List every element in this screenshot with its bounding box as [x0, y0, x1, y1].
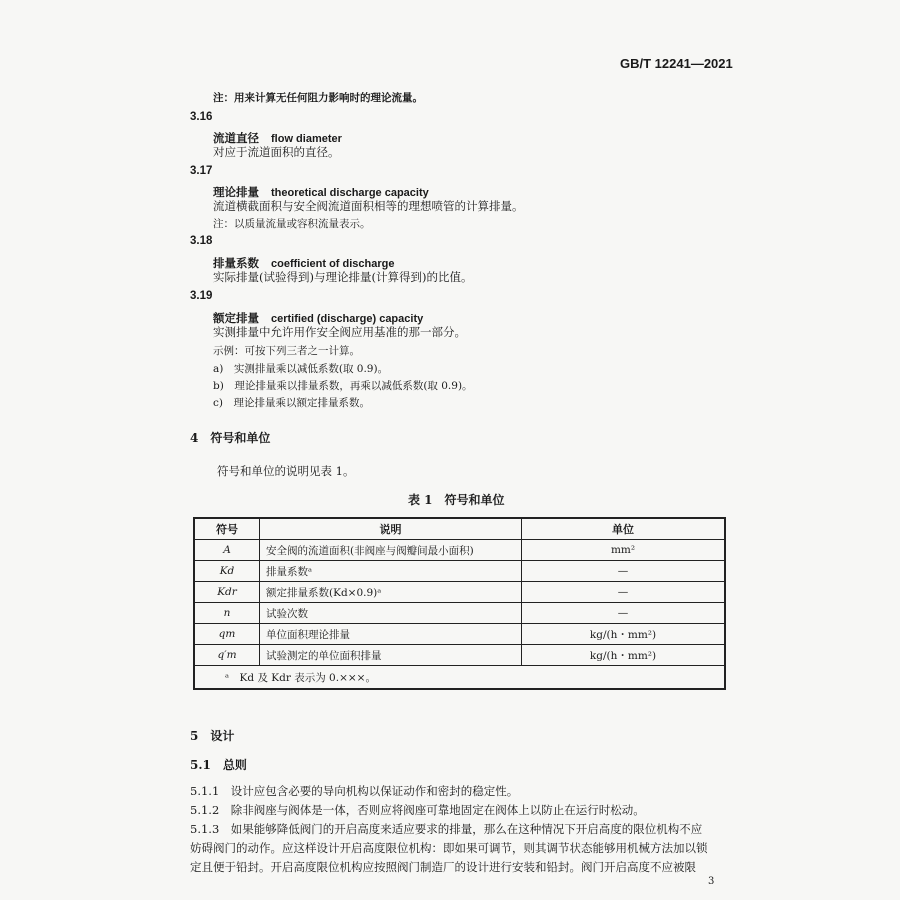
- clause-paragraph: [190, 821, 702, 837]
- table-footnote-row: [194, 666, 725, 690]
- clause-number: 3.18: [190, 235, 213, 247]
- table-row: [194, 645, 725, 666]
- clause-text: 设计应包含必要的导向机构以保证动作和密封的稳定性。: [230, 784, 519, 798]
- symbol-cell: Kd: [194, 561, 260, 582]
- page-number: 3: [708, 876, 715, 887]
- clause-continuation: 定且便于铅封。开启高度限位机构应按照阀门制造厂的设计进行安装和铅封。阀门开启高度不应被限: [190, 860, 696, 874]
- table-header: 单位: [522, 518, 726, 540]
- clause-number: 3.19: [190, 290, 213, 302]
- subsection-heading: 5.1 总则: [190, 758, 247, 772]
- symbols-table: [193, 517, 726, 690]
- term-zh: 流道直径: [213, 131, 259, 145]
- clause-number: 3.17: [190, 165, 213, 177]
- term-definition: 实际排量(试验得到)与理论排量(计算得到)的比值。: [213, 270, 473, 284]
- clause-number: 5.1.2: [190, 803, 220, 817]
- term-definition: 流道横截面积与安全阀流道面积相等的理想喷管的计算排量。: [213, 199, 524, 213]
- description-cell: 额定排量系数(Kd×0.9)ᵃ: [260, 582, 522, 603]
- clause-number: 5.1.3: [190, 822, 220, 836]
- table-caption: 表 1 符号和单位: [408, 493, 505, 507]
- table-row: [194, 561, 725, 582]
- term-en: flow diameter: [271, 133, 342, 145]
- symbol-cell: A: [194, 540, 260, 561]
- unit-cell: —: [522, 561, 726, 582]
- unit-cell: —: [522, 582, 726, 603]
- table-row: [194, 582, 725, 603]
- clause-number: 5.1.1: [190, 784, 220, 798]
- example-item: a) 实测排量乘以减低系数(取 0.9)。: [213, 363, 389, 375]
- clause-paragraph: [190, 802, 645, 818]
- description-cell: 单位面积理论排量: [260, 624, 522, 645]
- symbol-cell: qm: [194, 624, 260, 645]
- section-heading: 5 设计: [190, 729, 235, 743]
- term-en: coefficient of discharge: [271, 258, 395, 270]
- example-label: 示例：可按下列三者之一计算。: [213, 345, 360, 357]
- section-heading: 4 符号和单位: [190, 431, 271, 445]
- unit-cell: kg/(h・mm²): [522, 624, 726, 645]
- clause-text: 除非阀座与阀体是一体，否则应将阀座可靠地固定在阀体上以防止在运行时松动。: [230, 803, 645, 817]
- table-header: 说明: [260, 518, 522, 540]
- description-cell: 试验次数: [260, 603, 522, 624]
- section-intro: 符号和单位的说明见表 1。: [217, 464, 355, 478]
- table-row: [194, 624, 725, 645]
- unit-cell: —: [522, 603, 726, 624]
- clause-text: 如果能够降低阀门的开启高度来适应要求的排量，那么在这种情况下开启高度的限位机构不应: [230, 822, 703, 836]
- clause-continuation: 妨碍阀门的动作。应这样设计开启高度限位机构：即如果可调节，则其调节状态能够用机械方法加以锁: [190, 841, 708, 855]
- term-zh: 排量系数: [213, 256, 259, 270]
- unit-cell: kg/(h・mm²): [522, 645, 726, 666]
- term-en: certified (discharge) capacity: [271, 313, 424, 325]
- example-item: b) 理论排量乘以排量系数，再乘以减低系数(取 0.9)。: [213, 380, 473, 392]
- symbol-cell: Kdr: [194, 582, 260, 603]
- table-row: [194, 603, 725, 624]
- description-cell: 排量系数ᵃ: [260, 561, 522, 582]
- term-zh: 理论排量: [213, 185, 259, 199]
- unit-cell: mm²: [522, 540, 726, 561]
- term-note: 注：以质量流量或容积流量表示。: [213, 218, 371, 230]
- clause-number: 3.16: [190, 111, 213, 123]
- clause-paragraph: [190, 783, 518, 799]
- example-item: c) 理论排量乘以额定排量系数。: [213, 397, 370, 409]
- standard-code: GB/T 12241—2021: [620, 56, 733, 71]
- table-header: 符号: [194, 518, 260, 540]
- table-footnote: ᵃ Kd 及 Kdr 表示为 0.×××。: [194, 666, 725, 690]
- term-zh: 额定排量: [213, 311, 259, 325]
- term-definition: 实测排量中允许用作安全阀应用基准的那一部分。: [213, 325, 466, 339]
- table-header-row: [194, 518, 725, 540]
- term-definition: 对应于流道面积的直径。: [213, 145, 340, 159]
- note-theoretical-flow: 注：用来计算无任何阻力影响时的理论流量。: [213, 92, 423, 104]
- description-cell: 安全阀的流道面积(非阀座与阀瓣间最小面积): [260, 540, 522, 561]
- term-en: theoretical discharge capacity: [271, 187, 429, 199]
- description-cell: 试验测定的单位面积排量: [260, 645, 522, 666]
- symbol-cell: q′m: [194, 645, 260, 666]
- symbol-cell: n: [194, 603, 260, 624]
- table-row: [194, 540, 725, 561]
